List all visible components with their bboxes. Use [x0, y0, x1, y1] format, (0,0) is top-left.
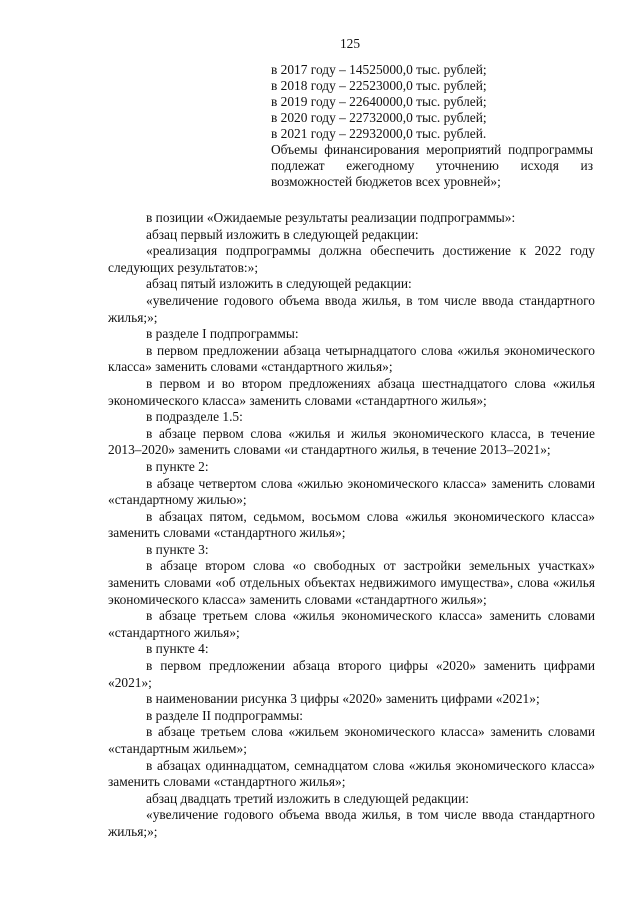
paragraph: в разделе I подпрограммы: [146, 326, 299, 342]
paragraph: «реализация подпрограммы должна обеспечить достижение к 2022 году следующих результатов:»; [108, 243, 595, 275]
funding-line: в 2021 году – 22932000,0 тыс. рублей. [271, 126, 487, 141]
paragraph: в абзаце третьем слова «жильем экономического класса» заменить словами «стандартным жильем»; [108, 724, 595, 756]
page-number: 125 [339, 36, 361, 51]
funding-line: в 2018 году – 22523000,0 тыс. рублей; [271, 78, 487, 93]
paragraph: в наименовании рисунка 3 цифры «2020» заменить цифрами «2021»; [146, 691, 540, 707]
paragraph: абзац первый изложить в следующей редакции: [146, 226, 419, 242]
paragraph: абзац пятый изложить в следующей редакции: [146, 276, 412, 292]
paragraph: в первом предложении абзаца второго цифры «2020» заменить цифрами «2021»; [108, 658, 595, 690]
paragraph: «увеличение годового объема ввода жилья, в том числе ввода стандартного жилья;»; [108, 807, 595, 839]
funding-block [271, 62, 593, 190]
paragraph: в разделе II подпрограммы: [146, 707, 303, 723]
funding-line: в 2017 году – 14525000,0 тыс. рублей; [271, 62, 487, 77]
paragraph: в абзацах пятом, седьмом, восьмом слова «жилья экономического класса» заменить словами «стандартного жилья»; [108, 508, 595, 541]
paragraph: в абзаце третьем слова «жилья экономического класса» заменить словами «стандартного жилья»; [108, 608, 595, 640]
paragraph: в пункте 4: [146, 641, 209, 657]
paragraph: в позиции «Ожидаемые результаты реализации подпрограммы»: [146, 210, 516, 225]
funding-note: Объемы финансирования мероприятий подпрограммы подлежат ежегодному уточнению исходя из возможностей бюджетов всех уровней»; [271, 142, 593, 189]
funding-line: в 2019 году – 22640000,0 тыс. рублей; [271, 94, 487, 109]
paragraph: абзац двадцать третий изложить в следующей редакции: [146, 790, 469, 806]
paragraph: «увеличение годового объема ввода жилья, в том числе ввода стандартного жилья;»; [108, 292, 595, 325]
document-body [108, 210, 595, 841]
paragraph: в абзацах одиннадцатом, семнадцатом слова «жилья экономического класса» заменить словами «стандартного жилья»; [108, 757, 595, 790]
paragraph: в абзаце втором слова «о свободных от застройки земельных участках» заменить словами «об отдельных объектах недвижимого имущества», слова «жилья экономического класса» заменить словами «стандартного жилья»; [108, 558, 595, 607]
paragraph: в первом предложении абзаца четырнадцатого слова «жилья экономического класса» заменить словами «стандартного жилья»; [108, 342, 595, 375]
paragraph: в пункте 2: [146, 458, 209, 474]
paragraph: в абзаце первом слова «жилья и жилья экономического класса, в течение 2013–2020» заменить словами «и стандартного жилья, в течение 2013–2021»; [108, 425, 595, 458]
paragraph: в пункте 3: [146, 541, 209, 557]
paragraph: в абзаце четвертом слова «жилью экономического класса» заменить словами «стандартному жилью»; [108, 475, 595, 508]
paragraph: в первом и во втором предложениях абзаца шестнадцатого слова «жилья экономического класса» заменить словами «стандартного жилья»; [108, 375, 595, 408]
funding-line: в 2020 году – 22732000,0 тыс. рублей; [271, 110, 487, 125]
paragraph: в подразделе 1.5: [146, 409, 243, 425]
